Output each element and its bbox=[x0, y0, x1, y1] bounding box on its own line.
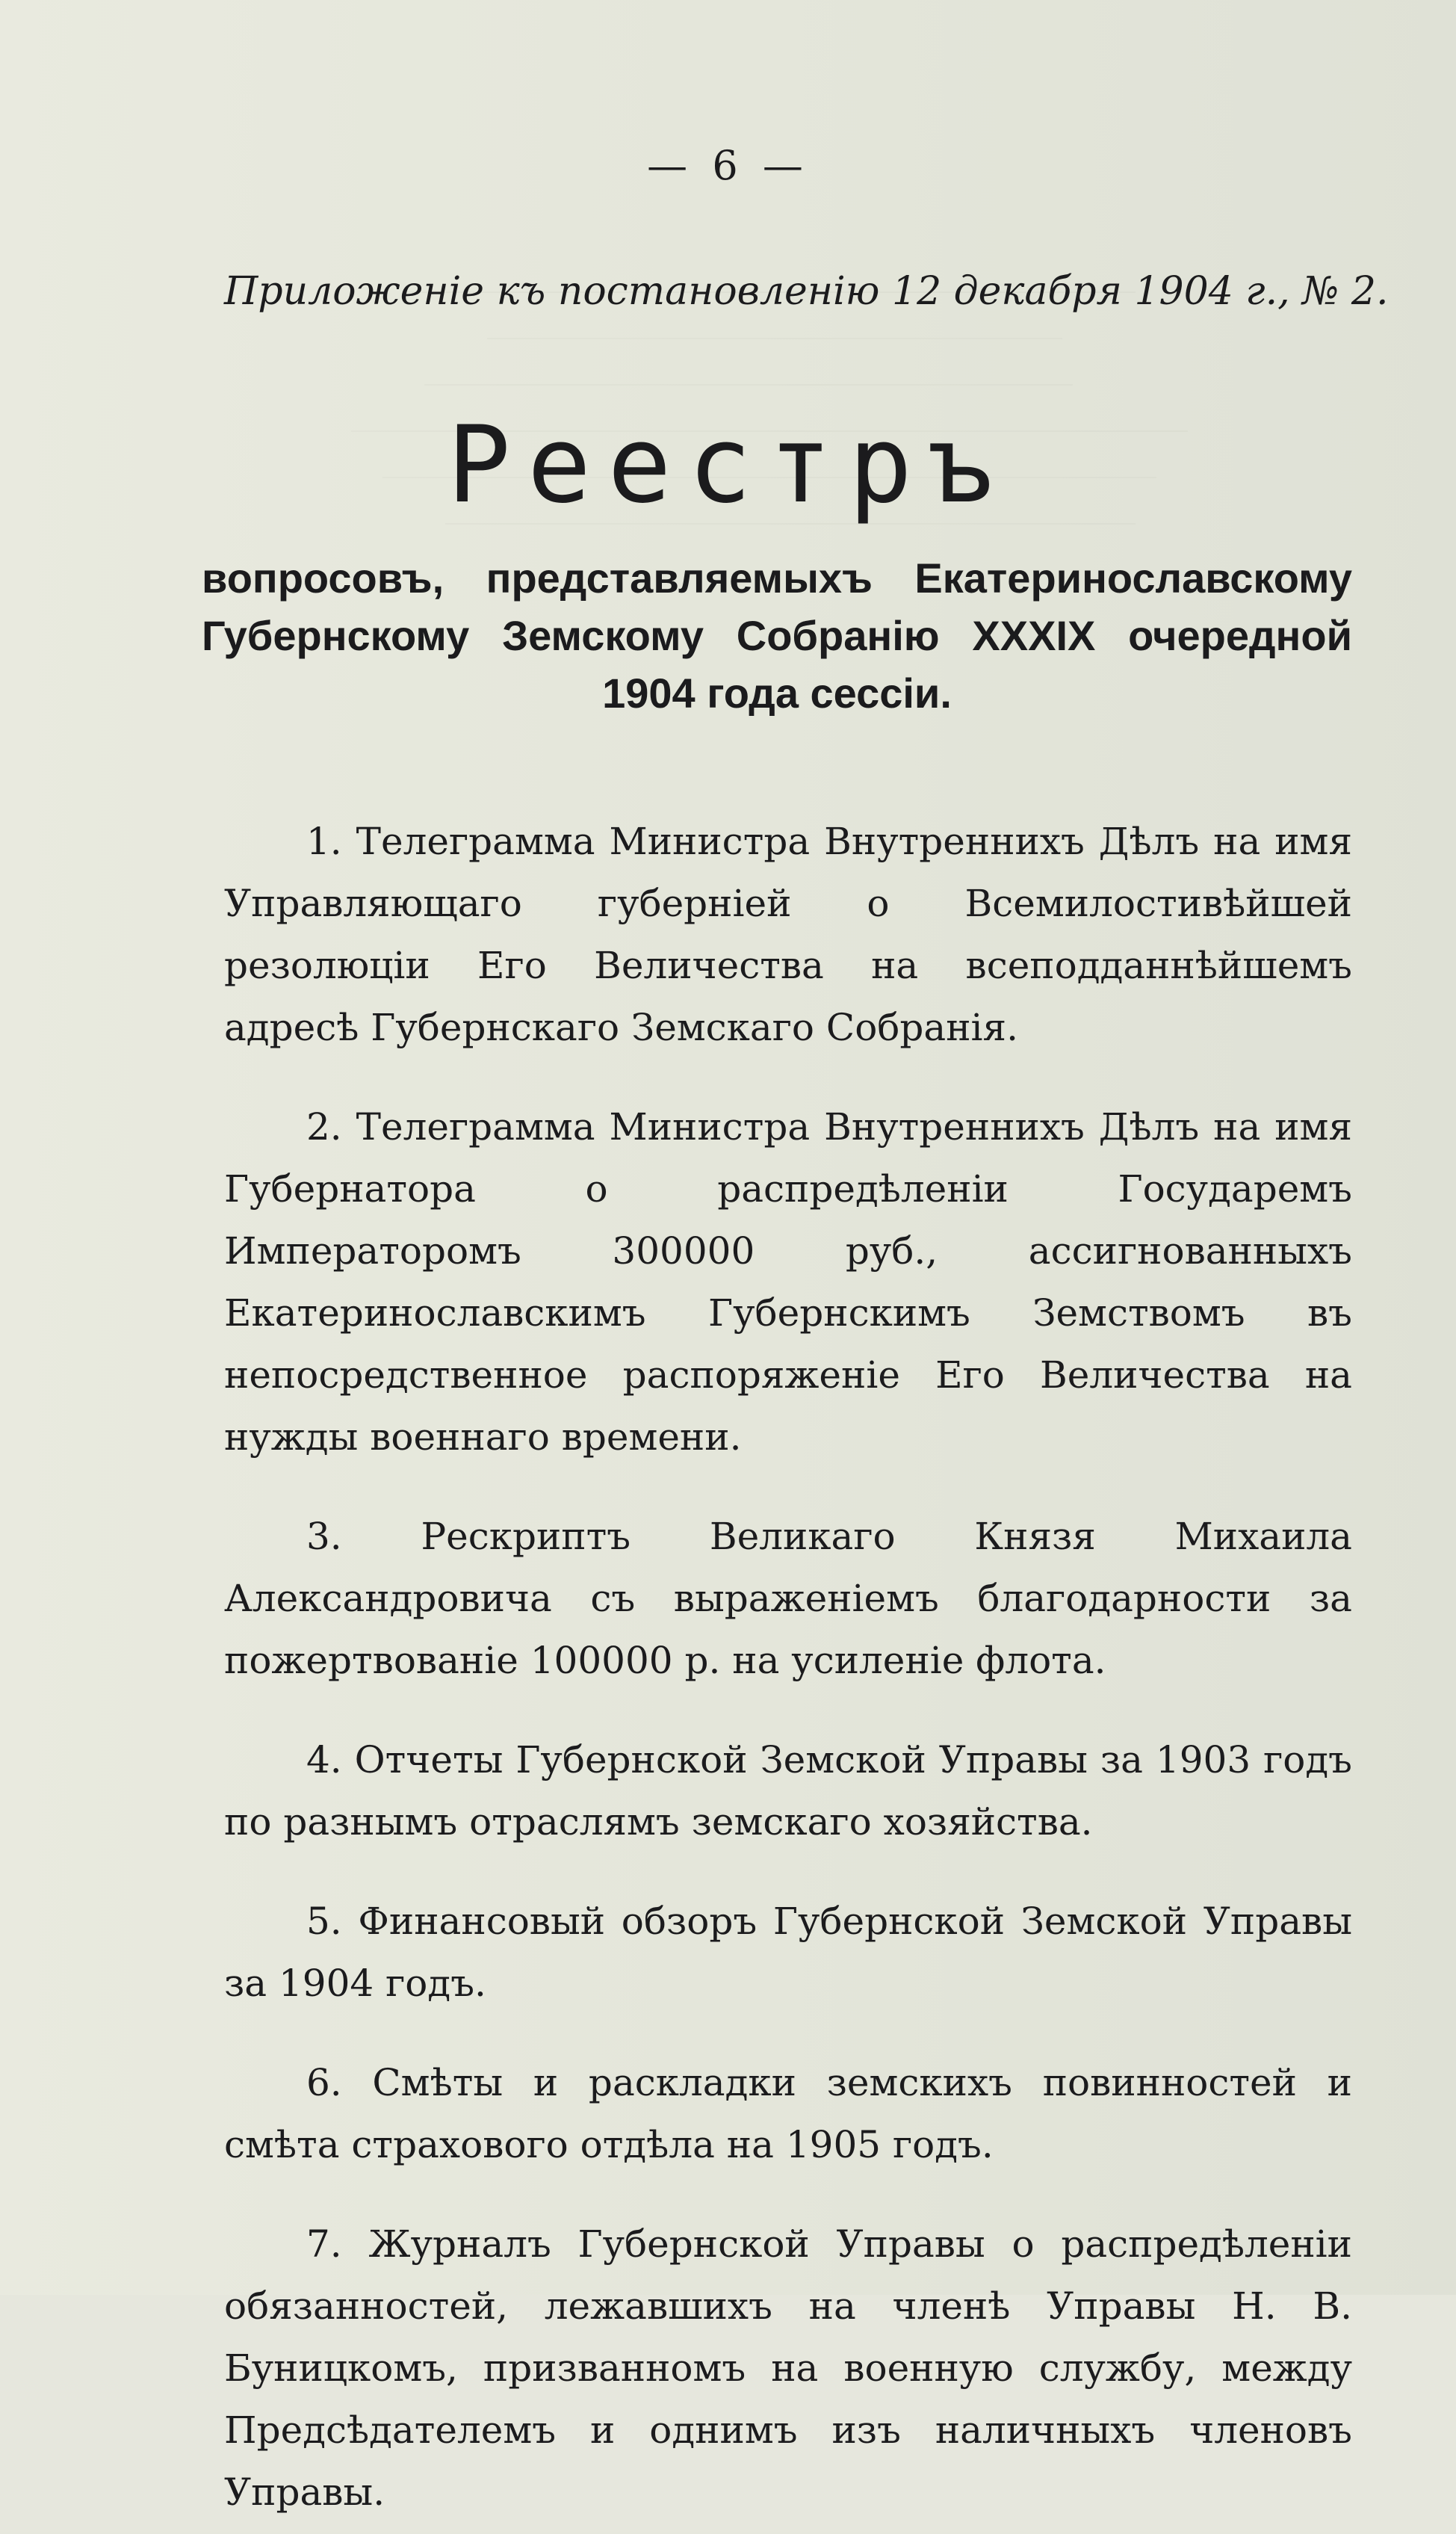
agenda-item-7: 7. Журналъ Губернской Управы о распредѣленіи обязанностей, лежавшихъ на членѣ Управы Н. В. Буницкомъ, призванномъ на военную службу, между Предсѣдателемъ и однимъ изъ наличныхъ членовъ Управы. bbox=[224, 2222, 1352, 2514]
agenda-item-6: 6. Смѣты и раскладки земскихъ повинностей и смѣта страхового отдѣла на 1905 годъ. bbox=[224, 2061, 1352, 2166]
page-number: — 6 — bbox=[647, 142, 809, 189]
agenda-list bbox=[224, 773, 1352, 2534]
agenda-item-3: 3. Рескриптъ Великаго Князя Михаила Александровича съ выраженіемъ благодарности за пожертвованіе 100000 р. на усиленіе флота. bbox=[224, 1515, 1352, 1682]
agenda-item-4: 4. Отчеты Губернской Земской Управы за 1903 годъ по разнымъ отраслямъ земскаго хозяйства. bbox=[224, 1738, 1352, 1844]
appendix-reference-line: Приложеніе къ постановленію 12 декабря 1904 г., № 2. bbox=[224, 269, 1389, 314]
agenda-item-2: 2. Телеграмма Министра Внутреннихъ Дѣлъ на имя Губернатора о распредѣленіи Государемъ Императоромъ 300000 руб., ассигнованныхъ Екатеринославскимъ Губернскимъ Земствомъ въ непосредственное распоряженіе Его Величества на нужды военнаго времени. bbox=[224, 1105, 1352, 1459]
document-subtitle: вопросовъ, представляемыхъ Екатеринославскому Губернскому Земскому Собранію XXXIX очередной 1904 года сессіи. bbox=[202, 554, 1352, 717]
agenda-item-1: 1. Телеграмма Министра Внутреннихъ Дѣлъ на имя Управляющаго губерніей о Всемилостивѣйшей резолюціи Его Величества на всеподданнѣйшемъ адресѣ Губернскаго Земскаго Собранія. bbox=[224, 820, 1352, 1049]
agenda-item-5: 5. Финансовый обзоръ Губернской Земской Управы за 1904 годъ. bbox=[224, 1900, 1352, 2005]
document-title: Реестръ bbox=[447, 404, 1009, 527]
